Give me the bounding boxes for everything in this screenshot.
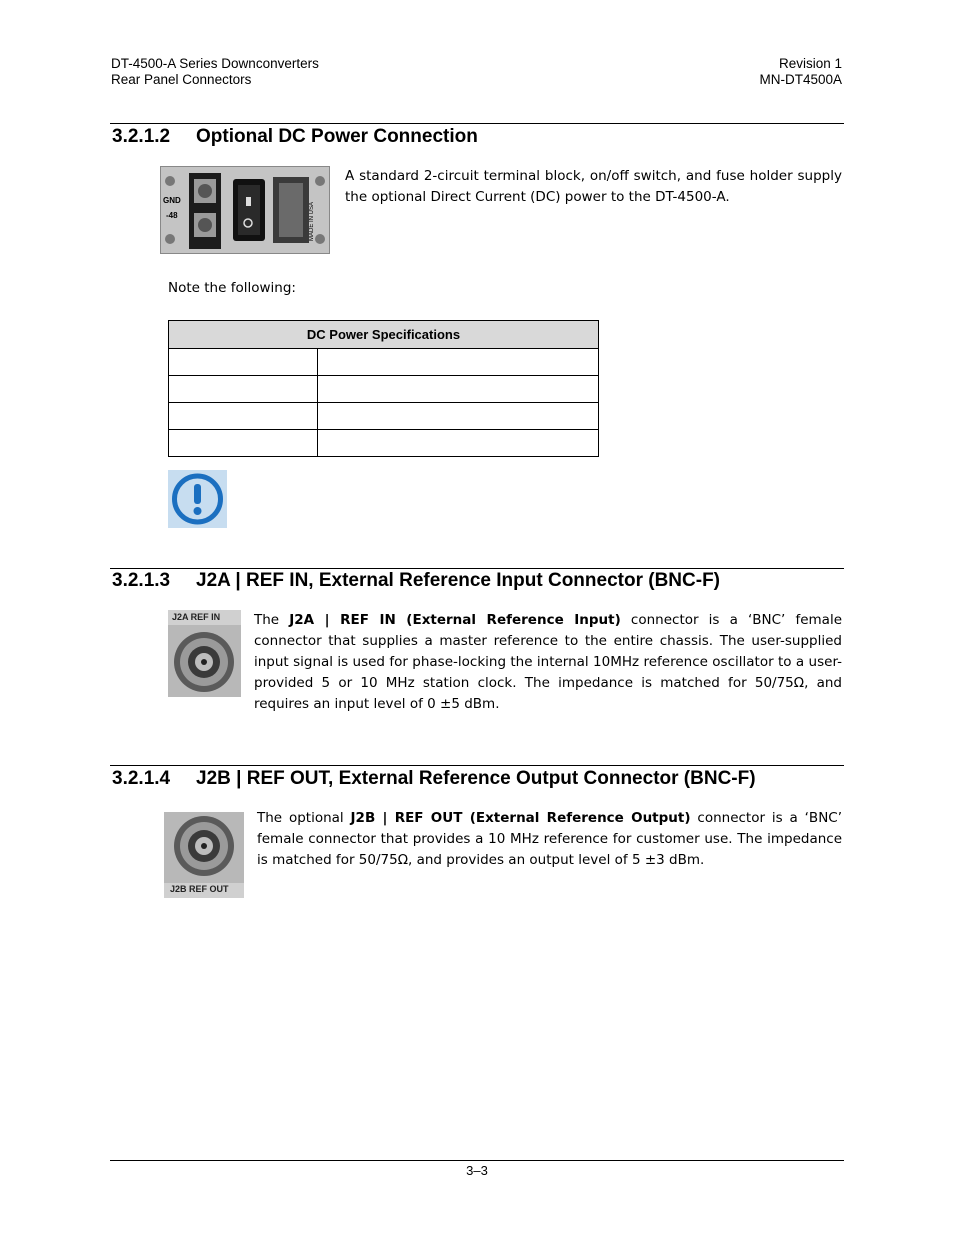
- made-in-usa-label: MADE IN USA: [309, 201, 315, 241]
- section-title: Optional DC Power Connection: [196, 126, 478, 147]
- table-row: [169, 376, 599, 403]
- j2a-connector-photo: [168, 610, 241, 697]
- section-rule: [110, 568, 844, 569]
- table-cell: [318, 349, 599, 376]
- section-rule: [110, 765, 844, 766]
- page-number: 3–3: [466, 1163, 488, 1178]
- j2a-text-bold: J2A | REF IN (External Reference Input): [289, 612, 621, 628]
- neg48-label: -48: [166, 211, 178, 220]
- note-intro: Note the following:: [168, 280, 296, 296]
- section-number: 3.2.1.2: [112, 126, 171, 147]
- table-cell: [318, 430, 599, 457]
- section-heading-j2b: [112, 768, 756, 790]
- j2a-photo-label: J2A REF IN: [172, 612, 221, 622]
- table-cell: [169, 376, 318, 403]
- section-number: 3.2.1.4: [112, 768, 171, 789]
- exclamation-circle-icon: [168, 470, 227, 528]
- table-cell: [169, 430, 318, 457]
- section-title: J2B | REF OUT, External Reference Output Connector (BNC-F): [196, 768, 756, 789]
- gnd-label: GND: [163, 196, 181, 205]
- j2b-text-after: connector is a ‘BNC’ female connector that provides a 10 MHz reference for customer use. The impedance is matched for 50/75Ω, and provides an output level of 5 ±3 dBm.: [257, 810, 843, 868]
- header-chapter: Rear Panel Connectors: [111, 72, 252, 87]
- running-header-left: [111, 56, 319, 88]
- table-cell: [169, 403, 318, 430]
- section-number: 3.2.1.3: [112, 570, 171, 591]
- table-title: DC Power Specifications: [169, 321, 599, 349]
- j2b-text-before: The optional: [257, 810, 351, 826]
- section-heading-j2a: [112, 570, 720, 592]
- dc-power-spec-table: [168, 320, 599, 457]
- j2a-paragraph: [254, 610, 842, 715]
- table-row: [169, 403, 599, 430]
- j2b-paragraph: [257, 808, 842, 871]
- table-cell: [318, 376, 599, 403]
- footer-rule: [110, 1160, 844, 1161]
- section-heading-dc-power: [112, 126, 478, 148]
- table-cell: [318, 403, 599, 430]
- j2b-photo-label: J2B REF OUT: [170, 884, 229, 894]
- table-row: [169, 349, 599, 376]
- table-header-row: [169, 321, 599, 349]
- dc-power-panel-photo: [160, 166, 330, 254]
- table-row: [169, 430, 599, 457]
- j2a-text-before: The: [254, 612, 290, 628]
- running-header-right: [759, 56, 842, 88]
- section-title: J2A | REF IN, External Reference Input Connector (BNC-F): [196, 570, 721, 591]
- j2b-text-bold: J2B | REF OUT (External Reference Output): [350, 810, 691, 826]
- dc-power-paragraph: A standard 2-circuit terminal block, on/off switch, and fuse holder supply the optional Direct Current (DC) power to the DT-4500-A.: [345, 168, 842, 205]
- header-doc-number: MN-DT4500A: [759, 72, 842, 87]
- table-cell: [169, 349, 318, 376]
- j2a-text-after: connector is a ‘BNC’ female connector that supplies a master reference to the entire chassis. The user-supplied input signal is used for phase-locking the internal 10MHz reference oscillator to a user-provided 5 or 10 MHz station clock. The impedance is matched for 50/75Ω, and requires an input level of 0 ±5 dBm.: [254, 612, 842, 712]
- section-rule: [110, 123, 844, 124]
- header-doc-title: DT-4500-A Series Downconverters: [111, 56, 319, 71]
- header-revision: Revision 1: [778, 56, 842, 71]
- j2b-connector-photo: [164, 812, 244, 898]
